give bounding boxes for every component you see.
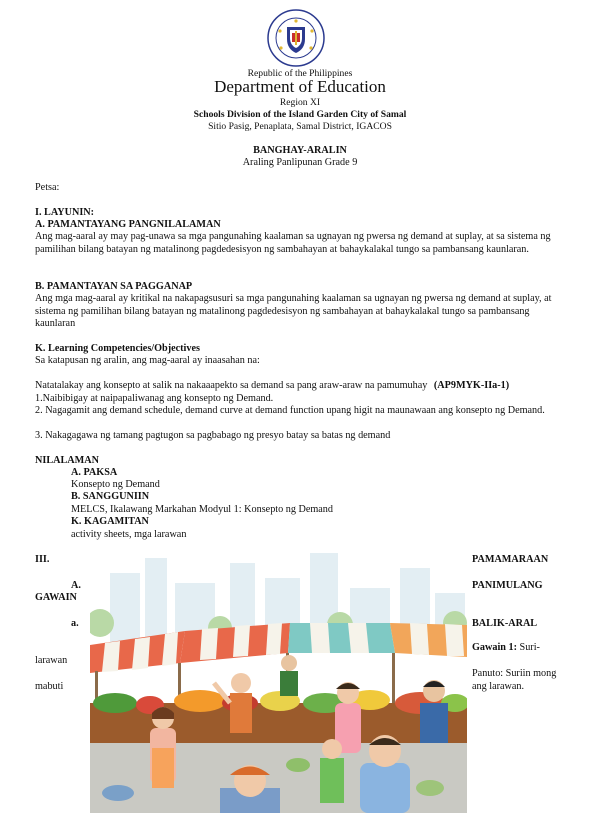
pamantayang-text: Ang mag-aaral ay may pag-unawa sa mga pangunahing kaalaman sa ugnayan ng pwersa ng demand at suplay, at sa sistema ng pamilihan bilang batayan ng matalinong pagdedesisyon ng sambahayan at bahaykalakal tungo sa pambansang kaunlaran. [35, 231, 551, 255]
petsa-label: Petsa: [35, 182, 60, 193]
nilalaman-heading: NILALAMAN [35, 455, 99, 466]
address-line: Sitio Pasig, Penaplata, Samal District, IGACOS [208, 121, 392, 132]
deped-seal-icon [267, 9, 325, 67]
division-line: Schools Division of the Island Garden City of Samal [193, 109, 407, 120]
panimulang-heading: PANIMULANG [472, 580, 543, 591]
balik-aral-heading: BALIK-ARAL [472, 618, 538, 629]
objective-1: 1.Naibibigay at naipapaliwanag ang konsepto ng Demand. [35, 393, 274, 404]
gawain1-label: Gawain 1: [472, 642, 517, 653]
pamantayang-heading: A. PAMANTAYANG PANGNILALAMAN [35, 219, 221, 230]
paksa-heading: A. PAKSA [71, 467, 118, 478]
section-roman-iii: III. [35, 554, 50, 565]
sanggunian-text: MELCS, Ikalawang Markahan Modyul 1: Konsepto ng Demand [71, 504, 333, 515]
gawain1-suri: Suri- [519, 642, 540, 653]
section-a-letter: A. [71, 580, 81, 591]
region-line: Region XI [279, 97, 321, 108]
objective-2: 2. Nagagamit ang demand schedule, demand curve at demand function upang higit na maunawaan ang konsepto ng Demand. [35, 405, 545, 416]
competency-code: (AP9MYK-IIa-1) [433, 380, 510, 391]
ang-larawan-text: ang larawan. [472, 681, 525, 692]
pamamaraan-heading: PAMAMARAAN [472, 554, 549, 565]
competency-main-text: Natatalakay ang konsepto at salik na nakaaapekto sa demand sa pang araw-araw na pamumuhay [35, 380, 428, 391]
gawain1-line [472, 642, 540, 655]
doc-subtitle: Araling Panlipunan Grade 9 [242, 157, 358, 168]
paksa-text: Konsepto ng Demand [71, 479, 160, 490]
doc-title: BANGHAY-ARALIN [253, 145, 347, 156]
larawan-label: larawan [35, 655, 68, 666]
objective-3: 3. Nakagagawa ng tamang pagtugon sa pagbabago ng presyo batay sa batas ng demand [35, 430, 391, 441]
competencies-heading: K. Learning Competencies/Objectives [35, 343, 200, 354]
pagganap-heading: B. PAMANTAYAN SA PAGGANAP [35, 281, 193, 292]
gawain-label: GAWAIN [35, 592, 77, 603]
market-scene-image [90, 553, 467, 813]
kagamitan-heading: K. KAGAMITAN [71, 516, 149, 527]
sub-a-letter: a. [71, 618, 79, 629]
competency-main [35, 380, 563, 393]
competencies-intro: Sa katapusan ng aralin, ang mag-aaral ay inaasahan na: [35, 355, 260, 366]
kagamitan-text: activity sheets, mga larawan [71, 529, 187, 540]
sanggunian-heading: B. SANGGUNIIN [71, 491, 150, 502]
deped-seal [267, 9, 325, 67]
market-illustration [90, 553, 467, 813]
layunin-heading: I. LAYUNIN: [35, 207, 95, 218]
mabuti-label: mabuti [35, 681, 64, 692]
pagganap-text: Ang mga mag-aaral ay kritikal na nakapagsusuri sa mga pangunahing kaalaman sa ugnayan ng pwersa ng demand at suplay, at sistema ng pamilihan bilang batayan ng matalinong pagdedesisyon ng sambahayan at bahaykalakal tungo sa pambansang kaunlaran [35, 293, 552, 330]
department-title: Department of Education [214, 77, 386, 96]
panuto-text: Panuto: Suriin mong [472, 668, 557, 679]
republic-line: Republic of the Philippines [247, 68, 353, 79]
